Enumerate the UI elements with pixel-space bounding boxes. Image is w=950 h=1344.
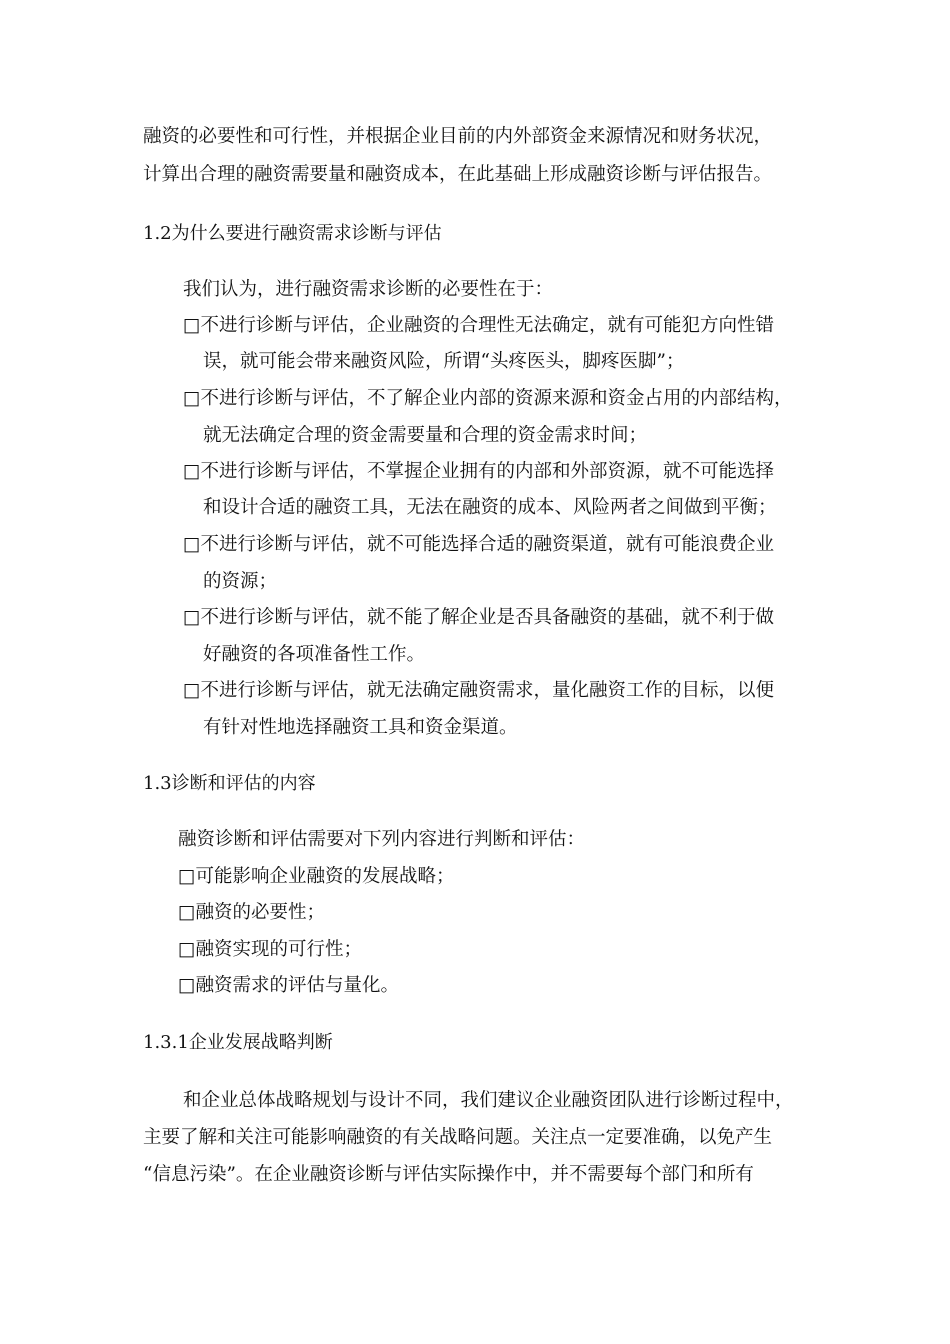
- content-item-1: □可能影响企业融资的发展战略；: [178, 866, 455, 887]
- list-item-6-line-2: 有针对性地选择融资工具和资金渠道。: [203, 717, 518, 738]
- list-item-3-line-1: □不进行诊断与评估，不掌握企业拥有的内部和外部资源，就不可能选择: [183, 461, 774, 482]
- section-1-3-heading: 1.3诊断和评估的内容: [143, 773, 316, 794]
- list-item-1-line-1: □不进行诊断与评估，企业融资的合理性无法确定，就有可能犯方向性错: [183, 315, 774, 336]
- paragraph-line-3: “信息污染”。在企业融资诊断与评估实际操作中，并不需要每个部门和所有: [143, 1164, 754, 1185]
- list-item-2-line-1: □不进行诊断与评估，不了解企业内部的资源来源和资金占用的内部结构，: [183, 388, 793, 409]
- content-item-2: □融资的必要性；: [178, 902, 325, 923]
- intro-line-1: 融资的必要性和可行性，并根据企业目前的内外部资金来源情况和财务状况，: [143, 126, 773, 147]
- list-item-5-line-1: □不进行诊断与评估，就不能了解企业是否具备融资的基础，就不利于做: [183, 607, 774, 628]
- list-item-4-line-2: 的资源；: [203, 571, 278, 592]
- section-1-2-lead: 我们认为，进行融资需求诊断的必要性在于：: [183, 279, 554, 300]
- paragraph-line-1: 和企业总体战略规划与设计不同，我们建议企业融资团队进行诊断过程中，: [183, 1090, 794, 1111]
- section-1-3-1-heading: 1.3.1企业发展战略判断: [143, 1032, 333, 1053]
- list-item-2-line-2: 就无法确定合理的资金需要量和合理的资金需求时间；: [203, 425, 648, 446]
- content-item-4: □融资需求的评估与量化。: [178, 975, 399, 996]
- section-1-2-heading: 1.2为什么要进行融资需求诊断与评估: [143, 223, 442, 244]
- list-item-1-line-2: 误，就可能会带来融资风险，所谓“头疼医头，脚疼医脚”；: [203, 351, 685, 372]
- list-item-6-line-1: □不进行诊断与评估，就无法确定融资需求，量化融资工作的目标，以便: [183, 680, 774, 701]
- list-item-5-line-2: 好融资的各项准备性工作。: [203, 644, 426, 665]
- section-1-3-lead: 融资诊断和评估需要对下列内容进行判断和评估：: [178, 829, 586, 850]
- list-item-3-line-2: 和设计合适的融资工具，无法在融资的成本、风险两者之间做到平衡；: [203, 497, 777, 518]
- intro-line-2: 计算出合理的融资需要量和融资成本，在此基础上形成融资诊断与评估报告。: [143, 164, 773, 185]
- list-item-4-line-1: □不进行诊断与评估，就不可能选择合适的融资渠道，就有可能浪费企业: [183, 534, 774, 555]
- paragraph-line-2: 主要了解和关注可能影响融资的有关战略问题。关注点一定要准确，以免产生: [143, 1127, 773, 1148]
- content-item-3: □融资实现的可行性；: [178, 939, 362, 960]
